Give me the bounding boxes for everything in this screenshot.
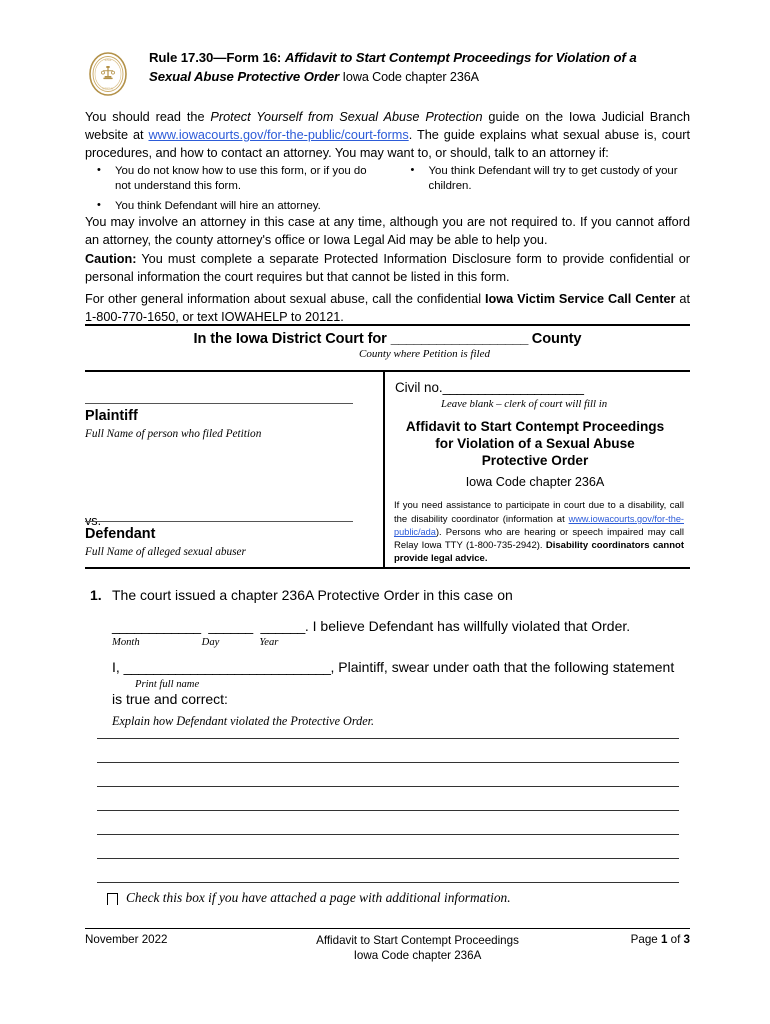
page-prefix: Page (630, 933, 661, 946)
footer-title (255, 933, 580, 964)
writing-line[interactable] (97, 762, 679, 786)
header-title-block (149, 48, 637, 86)
court-heading-suffix: County (527, 331, 582, 347)
writing-line[interactable] (97, 810, 679, 834)
call-center-name: Iowa Victim Service Call Center (484, 292, 676, 306)
doc-title-line-1: Affidavit to Start Contempt Proceedings (405, 419, 665, 434)
intro-p1-part-b: guide on the Iowa Judicial Branch website at (85, 110, 690, 143)
caption-parties-column (85, 372, 385, 567)
caution-text: You must complete a separate Protected Information Disclosure form to provide confidential or personal information the court requires but that cannot be listed in this form. (85, 252, 690, 285)
statement-writing-lines[interactable] (97, 738, 679, 883)
guide-name-italic: Protect Yourself from Sexual Abuse Protection (210, 110, 483, 124)
civil-number-label: Civil no. (395, 380, 443, 395)
intro-paragraph-1 (85, 108, 690, 162)
caution-paragraph (85, 250, 690, 286)
ada-text-a: If you need assistance to participate in court due to a disability, call the disability coordinator (information at (394, 500, 684, 525)
writing-line[interactable] (97, 834, 679, 858)
civil-number-hint: Leave blank – clerk of court will fill in (441, 398, 608, 410)
county-hint-label: County where Petition is filed (359, 348, 490, 360)
plaintiff-name-field[interactable] (85, 403, 353, 404)
writing-line[interactable] (97, 882, 679, 883)
page-current: 1 (660, 933, 668, 946)
court-heading (85, 331, 690, 360)
defendant-name-field[interactable] (85, 521, 353, 522)
bullet-column-left (85, 164, 377, 219)
oath-suffix: , Plaintiff, swear under oath that the following statement (330, 659, 675, 675)
page-total: 3 (683, 933, 690, 946)
call-center-part-b: at 1-800-770-1650, or text IOWAHELP to 20121. (85, 292, 690, 325)
civil-number-field[interactable]: ____________________ (442, 380, 584, 395)
svg-text:IOWA: IOWA (104, 59, 112, 62)
court-heading-prefix: In the Iowa District Court for (193, 331, 391, 347)
iowa-judicial-branch-seal-icon (87, 50, 129, 98)
intro-paragraph-2: You may involve an attorney in this case at any time, although you are not required to. If you cannot afford an attorney, the county attorney's office or Iowa Legal Aid may be able to help you. (85, 215, 690, 248)
page-mid: of (667, 933, 684, 946)
county-blank-field[interactable]: __________________ (390, 331, 528, 347)
header-code-note: Iowa Code chapter 236A (342, 70, 479, 85)
attachment-checkbox-row[interactable] (107, 890, 511, 906)
document-page (85, 0, 690, 1024)
writing-line[interactable] (97, 858, 679, 882)
month-label: Month (112, 637, 140, 648)
document-code-line: Iowa Code chapter 236A (465, 475, 605, 489)
document-header (85, 48, 690, 98)
plaintiff-hint-label: Full Name of person who filed Petition (85, 428, 262, 440)
explain-instruction: Explain how Defendant violated the Protective Order. (112, 714, 375, 728)
header-title-italic-2: Sexual Abuse Protective Order (149, 69, 340, 85)
footer-date: November 2022 (85, 933, 168, 946)
defendant-label: Defendant (85, 526, 156, 542)
caution-label: Caution: (85, 252, 137, 266)
footer-title-line-2: Iowa Code chapter 236A (353, 949, 482, 963)
versus-label: vs. (85, 514, 102, 528)
page-footer (85, 933, 690, 964)
doc-title-line-3: Protective Order (481, 453, 589, 469)
list-item: • You think Defendant will try to get custody of your children. (399, 164, 691, 194)
caption-top-rule (85, 324, 690, 326)
date-field-labels (112, 637, 278, 648)
footer-rule (85, 928, 690, 929)
document-title (393, 418, 677, 469)
header-title-italic-1: Affidavit to Start Contempt Proceedings for Violation of a (284, 50, 637, 65)
ada-disability-notice (394, 500, 684, 566)
call-center-paragraph (85, 290, 690, 326)
ada-link[interactable]: www.iowacourts.gov/for-the-public/ada (394, 513, 684, 538)
order-month-field[interactable]: ____________ (112, 618, 201, 634)
writing-line[interactable] (97, 786, 679, 810)
attachment-checkbox-label: Check this box if you have attached a page with additional information. (126, 890, 511, 905)
call-center-part-a: For other general information about sexual abuse, call the confidential (85, 292, 485, 306)
defendant-hint-label: Full Name of alleged sexual abuser (85, 546, 246, 558)
true-and-correct-text: is true and correct: (112, 691, 228, 707)
list-item: • You do not know how to use this form, or if you do not understand this form. (85, 164, 377, 194)
footer-page-number (580, 933, 690, 964)
doc-title-line-2: for Violation of a Sexual Abuse (435, 436, 635, 452)
rule-form-label: Rule 17.30—Form 16: (149, 50, 282, 65)
oath-prefix: I, (112, 659, 124, 675)
year-label: Year (259, 637, 279, 648)
bullet-column-right (399, 164, 691, 219)
writing-line[interactable] (97, 738, 679, 762)
ada-text-b: ). Persons who are hearing or speech impaired may call Relay Iowa TTY (1-800-735-2942). (394, 527, 684, 552)
case-caption-box (85, 370, 690, 569)
plaintiff-print-name-field[interactable]: ____________________________ (123, 659, 331, 675)
order-day-field[interactable]: ______ (208, 618, 253, 634)
plaintiff-label: Plaintiff (85, 408, 138, 424)
order-date-suffix: . I believe Defendant has willfully violated that Order. (304, 618, 631, 634)
svg-text:JUDICIAL: JUDICIAL (102, 87, 114, 91)
item-number: 1. (90, 587, 102, 603)
oath-row (112, 659, 674, 675)
day-label: Day (201, 637, 220, 648)
caption-title-column (385, 372, 690, 567)
intro-p1-part-c: . The guide explains what sexual abuse is, court procedures, and how to contact an attorney. You may want to, or should, talk to an attorney if: (85, 128, 691, 161)
empty-checkbox-icon[interactable] (107, 893, 118, 905)
court-heading-line (85, 331, 690, 347)
print-full-name-label: Print full name (135, 679, 200, 690)
court-forms-link[interactable]: www.iowacourts.gov/for-the-public/court-forms (148, 128, 409, 143)
attorney-reasons-bullets (85, 164, 690, 219)
civil-number-row (395, 380, 584, 395)
list-item: • You think Defendant will hire an attorney. (85, 199, 377, 214)
order-year-field[interactable]: ______ (260, 618, 305, 634)
item-1-text: The court issued a chapter 236A Protective Order in this case on (112, 587, 513, 603)
order-date-row (112, 618, 630, 634)
ada-bold-note: Disability coordinators cannot provide legal advice. (394, 540, 685, 564)
footer-title-line-1: Affidavit to Start Contempt Proceedings (316, 934, 519, 947)
intro-p1-part-a: You should read the (85, 110, 211, 124)
